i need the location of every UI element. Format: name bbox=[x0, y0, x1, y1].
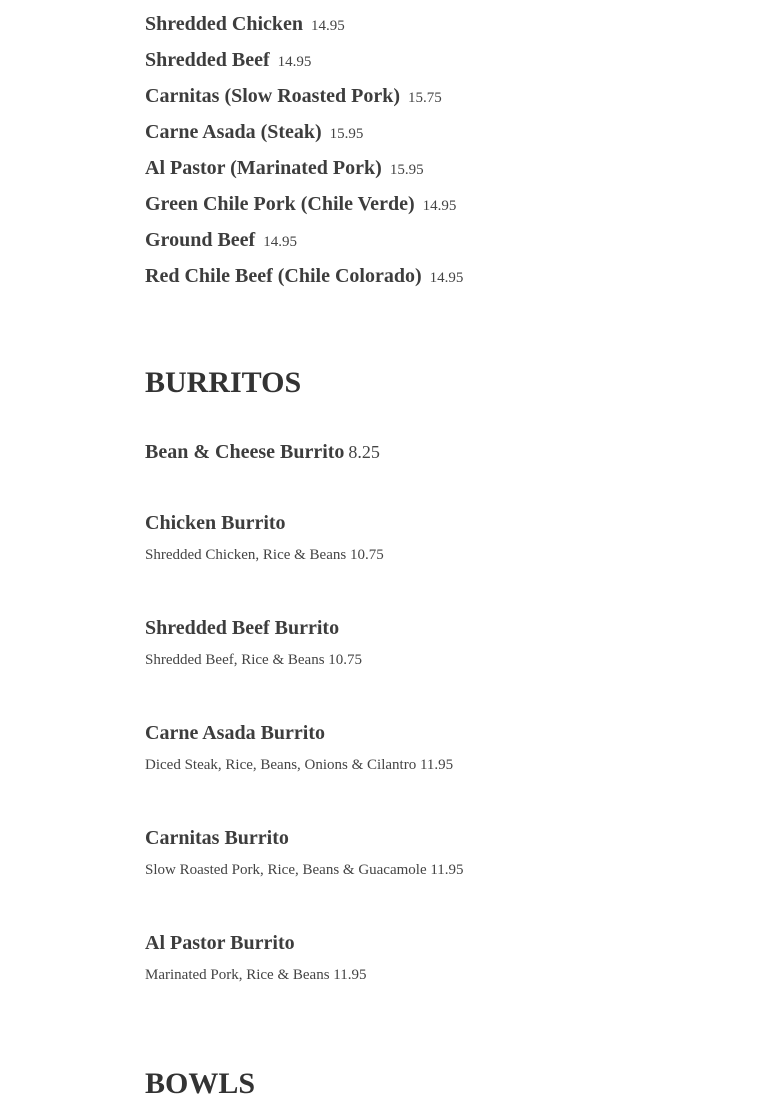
menu-item bbox=[145, 615, 362, 670]
filling-item bbox=[145, 260, 463, 296]
item-name: Carne Asada Burrito bbox=[145, 722, 325, 744]
item-name: Chicken Burrito bbox=[145, 512, 286, 534]
menu-item bbox=[145, 930, 366, 985]
menu-item bbox=[145, 439, 380, 465]
filling-name: Red Chile Beef (Chile Colorado) bbox=[145, 265, 422, 287]
filling-item bbox=[145, 152, 463, 188]
bowls-heading: BOWLS bbox=[145, 1067, 256, 1100]
item-description: Shredded Chicken, Rice & Beans 10.75 bbox=[145, 547, 384, 563]
filling-item bbox=[145, 44, 463, 80]
filling-list bbox=[145, 8, 463, 296]
item-description: Shredded Beef, Rice & Beans 10.75 bbox=[145, 652, 363, 668]
filling-item bbox=[145, 80, 463, 116]
item-description: Diced Steak, Rice, Beans, Onions & Cilantro 11.95 bbox=[145, 757, 454, 773]
filling-item bbox=[145, 188, 463, 224]
filling-price: 14.95 bbox=[277, 54, 312, 70]
item-name: Al Pastor Burrito bbox=[145, 932, 295, 954]
filling-price: 15.95 bbox=[329, 126, 364, 142]
filling-price: 14.95 bbox=[429, 270, 464, 286]
filling-name: Shredded Beef bbox=[145, 49, 270, 71]
burritos-heading: BURRITOS bbox=[145, 366, 302, 399]
item-name: Carnitas Burrito bbox=[145, 827, 289, 849]
item-description: Marinated Pork, Rice & Beans 11.95 bbox=[145, 967, 367, 983]
item-name: Bean & Cheese Burrito bbox=[145, 441, 345, 463]
filling-price: 14.95 bbox=[422, 198, 457, 214]
filling-name: Ground Beef bbox=[145, 229, 256, 251]
menu-item bbox=[145, 720, 453, 775]
filling-name: Carnitas (Slow Roasted Pork) bbox=[145, 85, 400, 107]
filling-name: Carne Asada (Steak) bbox=[145, 121, 322, 143]
filling-name: Al Pastor (Marinated Pork) bbox=[145, 157, 382, 179]
filling-name: Green Chile Pork (Chile Verde) bbox=[145, 193, 415, 215]
filling-price: 15.95 bbox=[389, 162, 424, 178]
item-description: Slow Roasted Pork, Rice, Beans & Guacamole 11.95 bbox=[145, 862, 464, 878]
filling-item bbox=[145, 224, 463, 260]
filling-item bbox=[145, 8, 463, 44]
menu-item bbox=[145, 825, 464, 880]
menu-item bbox=[145, 510, 384, 565]
filling-name: Shredded Chicken bbox=[145, 13, 304, 35]
item-price: 8.25 bbox=[348, 442, 380, 462]
filling-price: 14.95 bbox=[263, 234, 297, 250]
filling-price: 14.95 bbox=[311, 18, 345, 34]
item-name: Shredded Beef Burrito bbox=[145, 617, 340, 639]
filling-price: 15.75 bbox=[408, 90, 442, 106]
filling-item bbox=[145, 116, 463, 152]
